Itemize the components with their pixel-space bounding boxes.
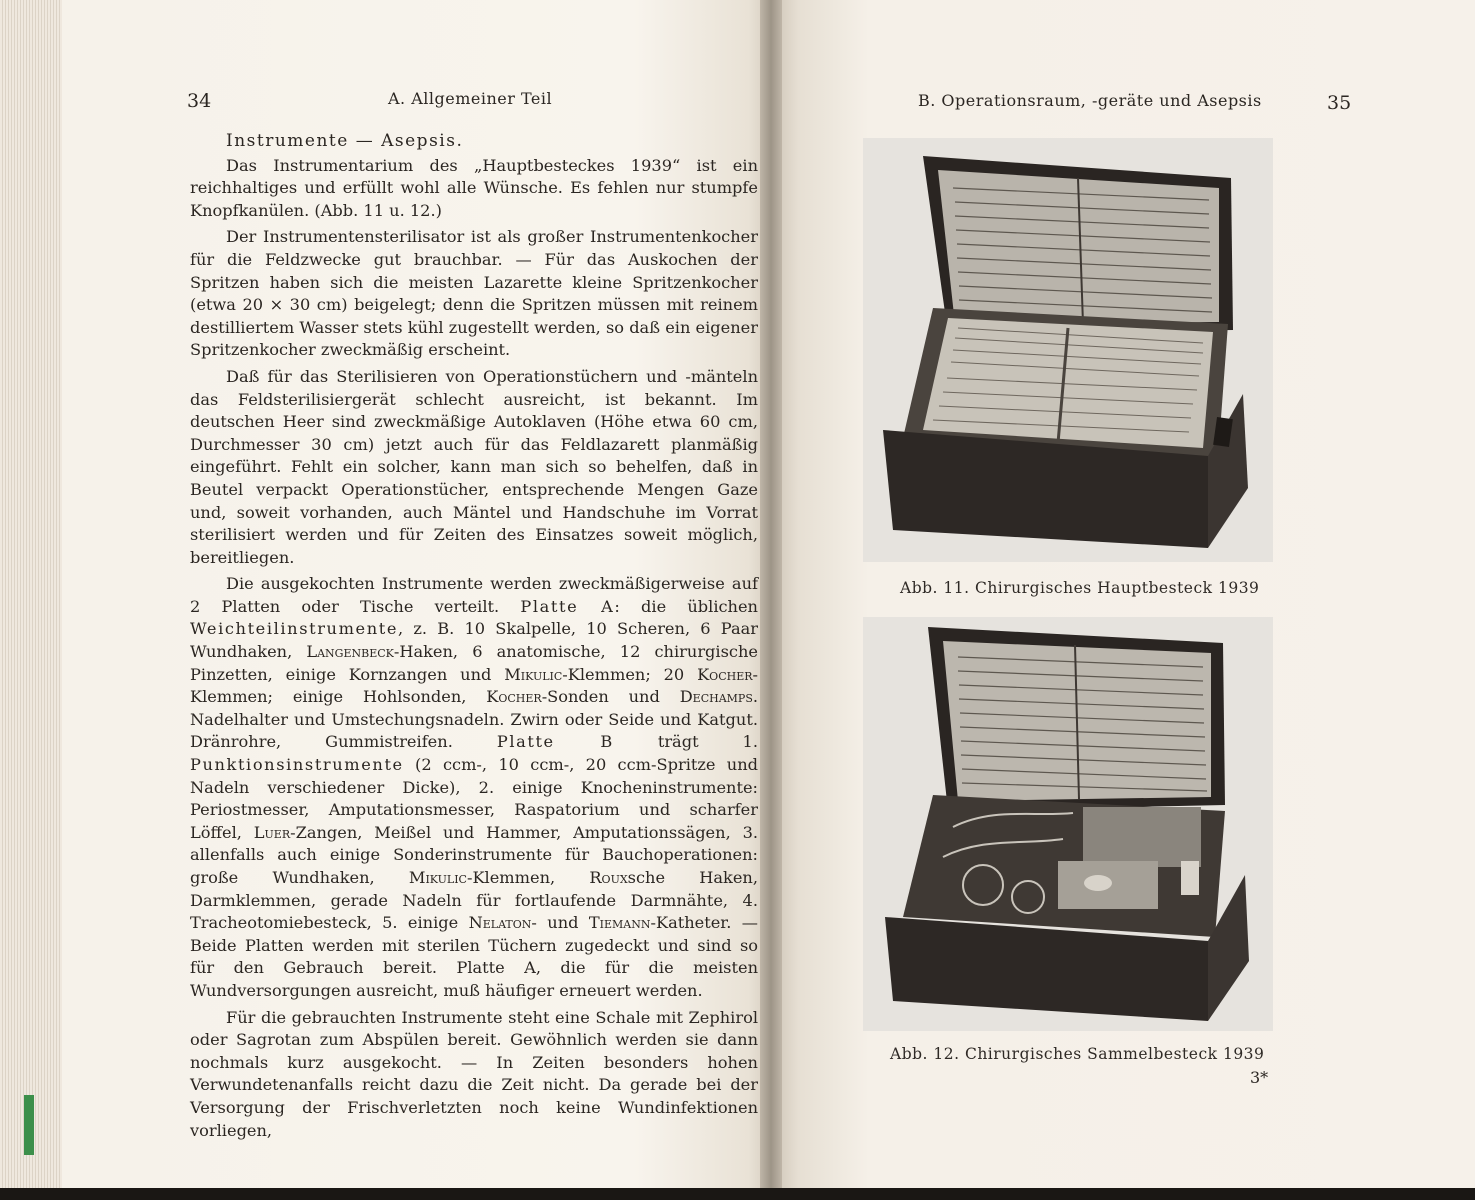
right-running-head: B. Operationsraum, -geräte und Asepsis	[918, 91, 1262, 110]
instrument-case-open-image	[863, 138, 1273, 562]
right-page-number: 35	[1327, 92, 1352, 114]
instrument-collection-case-image	[863, 617, 1273, 1031]
green-edge-marker	[24, 1095, 34, 1155]
book-gutter	[760, 0, 782, 1192]
bottom-edge	[0, 1188, 1475, 1200]
page-edges	[0, 0, 70, 1200]
figure-hauptbesteck-photo	[863, 138, 1273, 562]
paragraph-1: Das Instrumentarium des „Hauptbesteckes 1939“ ist ein reichhaltiges und erfüllt wohl alle Wünsche. Es fehlen nur stumpfe Knopfkanülen. (Abb. 11 u. 12.)	[190, 155, 758, 220]
paragraph-5: Für die gebrauchten Instrumente steht eine Schale mit Zephirol oder Sagrotan zum Abspülen bereit. Gewöhnlich werden sie dann nochmals kurz ausgekocht. — In Zeiten besonders hohen Verwundetenanfalls reicht dazu die Zeit nicht. Da gerade bei der Versorgung der Frischverletzten noch keine Wundinfektionen vorliegen,	[190, 1007, 758, 1140]
paragraph-3: Daß für das Sterilisieren von Operationstüchern und -mänteln das Feldsterilisiergerät schlecht ausreicht, ist bekannt. Im deutschen Heer sind zweckmäßige Autoklaven (Höhe etwa 60 cm, Durchmesser 30 cm) jetzt auch für das Feldlazarett planmäßig eingeführt. Fehlt ein solcher, kann man sich so behelfen, daß in Beutel verpackt Operationstücher, entsprechende Mengen Gaze und, soweit vorhanden, auch Mäntel und Handschuhe im Vorrat sterilisiert werden und für Zeiten des Einsatzes soweit möglich, bereitliegen.	[190, 366, 758, 567]
left-page-number: 34	[187, 90, 212, 112]
paragraph-2: Der Instrumentensterilisator ist als großer Instrumentenkocher für die Feldzwecke gut brauchbar. — Für das Auskochen der Spritzen haben sich die meisten Lazarette kleine Spritzenkocher (etwa 20 × 30 cm) beigelegt; denn die Spritzen müssen mit reinem destilliertem Wasser stets kühl zugestellt werden, so daß ein eigener Spritzenkocher zweckmäßig erscheint.	[190, 227, 758, 360]
figure-sammelbesteck-photo	[863, 617, 1273, 1031]
figure-11-caption: Abb. 11. Chirurgisches Hauptbesteck 1939	[900, 579, 1260, 597]
paragraph-4: Die ausgekochten Instrumente werden zweckmäßigerweise auf 2 Platten oder Tische verteilt. Platte A: die üblichen Weichteilinstrumente, z. B. 10 Skalpelle, 10 Scheren, 6 Paar Wundhaken, Langenbeck-Haken, 6 anatomische, 12 chirurgische Pinzetten, einige Kornzangen und Mikulic-Klemmen; 20 Kocher-Klemmen; einige Hohlsonden, Kocher-Sonden und Dechamps. Nadelhalter und Umstechungsnadeln. Zwirn oder Seide und Katgut. Dränrohre, Gummistreifen. Platte B trägt 1. Punktionsinstrumente (2 ccm-, 10 ccm-, 20 ccm-Spritze und Nadeln verschiedener Dicke), 2. einige Knocheninstrumente: Periostmesser, Amputationsmesser, Raspatorium und scharfer Löffel, Luer-Zangen, Meißel und Hammer, Amputationssägen, 3. allenfalls auch einige Sonderinstrumente für Bauchoperationen: große Wundhaken, Mikulic-Klemmen, Rouxsche Haken, Darmklemmen, gerade Nadeln für fortlaufende Darmnähte, 4. Tracheotomiebesteck, 5. einige Nelaton- und Tiemann-Katheter. — Beide Platten werden mit sterilen Tüchern zugedeckt und sind so für den Gebrauch bereit. Platte A, die für die meisten Wundversorgungen ausreicht, muß häufiger erneuert werden.	[190, 574, 759, 1000]
signature-mark: 3*	[1250, 1068, 1269, 1087]
left-page-body	[190, 130, 758, 1146]
section-title: Instrumente — Asepsis.	[226, 131, 464, 151]
figure-12-caption: Abb. 12. Chirurgisches Sammelbesteck 1939	[890, 1045, 1265, 1063]
left-running-head: A. Allgemeiner Teil	[388, 89, 553, 108]
